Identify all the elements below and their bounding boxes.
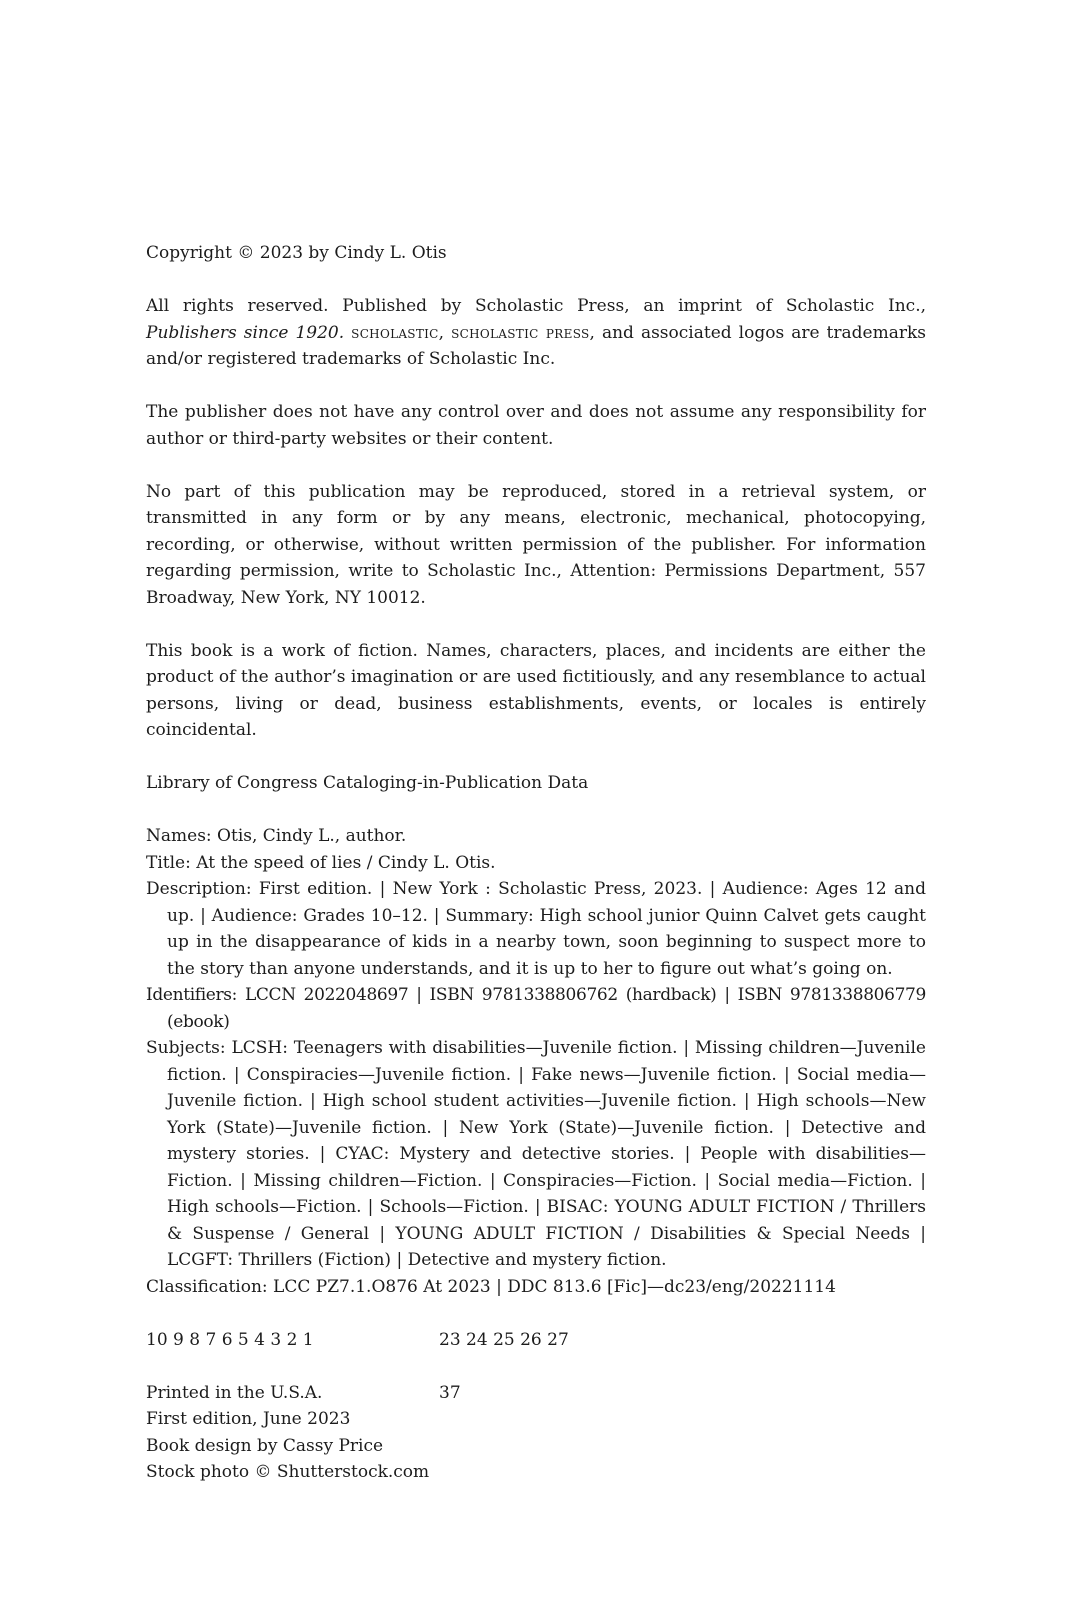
rights-paragraph bbox=[146, 293, 926, 373]
copyright-line: Copyright © 2023 by Cindy L. Otis bbox=[146, 243, 447, 263]
printer-code: 37 bbox=[439, 1382, 461, 1403]
cip-description: Description: First edition. | New York : Scholastic Press, 2023. | Audience: Ages 12 and up. | Audience: Grades 10–12. | Summary: High school junior Quinn Calvet gets caught up in the disappearance of kids in a nearby town, soon beginning to suspect more to the story than anyone understands, and it is up to her to figure out what’s going on. bbox=[146, 879, 926, 979]
rights-trademark-1: scholastic bbox=[351, 322, 439, 343]
rights-trademark-2: scholastic press bbox=[451, 322, 590, 343]
copyright-page bbox=[146, 240, 926, 1486]
design-credit: Book design by Cassy Price bbox=[146, 1435, 384, 1456]
cip-identifiers: Identifiers: LCCN 2022048697 | ISBN 9781338806762 (hardback) | ISBN 9781338806779 (ebook) bbox=[146, 985, 926, 1032]
printing-line: 10 9 8 7 6 5 4 3 2 1 bbox=[146, 1329, 314, 1350]
printed-row bbox=[146, 1380, 926, 1407]
cip-title: Title: At the speed of lies / Cindy L. Otis. bbox=[146, 852, 496, 873]
cip-names: Names: Otis, Cindy L., author. bbox=[146, 826, 407, 846]
year-line: 23 24 25 26 27 bbox=[439, 1329, 569, 1350]
rights-publisher-since: Publishers since 1920. bbox=[146, 322, 345, 343]
edition-line: First edition, June 2023 bbox=[146, 1409, 351, 1429]
cip-classification: Classification: LCC PZ7.1.O876 At 2023 | DDC 813.6 [Fic]—dc23/eng/20221114 bbox=[146, 1276, 836, 1297]
cip-subjects: Subjects: LCSH: Teenagers with disabilities—Juvenile fiction. | Missing children—Juvenile fiction. | Conspiracies—Juvenile fiction. | Fake news—Juvenile fiction. | Social media—Juvenile fiction. | High school student activities—Juvenile fiction. | High schools—New York (State)—Juvenile fiction. | New York (State)—Juvenile fiction. | Detective and mystery stories. | CYAC: Mystery and detective stories. | People with disabilities—Fiction. | Missing children—Fiction. | Conspiracies—Fiction. | Social media—Fiction. | High schools—Fiction. | Schools—Fiction. | BISAC: YOUNG ADULT FICTION / Thrillers & Suspense / General | YOUNG ADULT FICTION / Disabilities & Special Needs | LCGFT: Thrillers (Fiction) | Detective and mystery fiction. bbox=[146, 1038, 926, 1270]
rights-separator: , bbox=[438, 322, 452, 343]
stock-photo-credit: Stock photo © Shutterstock.com bbox=[146, 1462, 430, 1482]
responsibility-paragraph: The publisher does not have any control over and does not assume any responsibility for author or third-party websites or their content. bbox=[146, 402, 926, 449]
rights-text-2: , and associated logos are trademarks and/or registered trademarks of Scholastic Inc. bbox=[146, 322, 926, 369]
cip-block bbox=[146, 823, 926, 1300]
reproduction-paragraph: No part of this publication may be reproduced, stored in a retrieval system, or transmitted in any form or by any means, electronic, mechanical, photocopying, recording, or otherwise, without written permission of the publisher. For information regarding permission, write to Scholastic Inc., Attention: Permissions Department, 557 Broadway, New York, NY 10012. bbox=[146, 481, 926, 608]
printing-row bbox=[146, 1327, 926, 1354]
printed-location: Printed in the U.S.A. bbox=[146, 1382, 323, 1403]
rights-text-1: All rights reserved. Published by Scholastic Press, an imprint of Scholastic Inc., bbox=[146, 296, 926, 316]
fiction-notice-paragraph: This book is a work of fiction. Names, characters, places, and incidents are either the product of the author’s imagination or are used fictitiously, and any resemblance to actual persons, living or dead, business establishments, events, or locales is entirely coincidental. bbox=[146, 640, 926, 740]
cip-heading: Library of Congress Cataloging-in-Publication Data bbox=[146, 773, 589, 793]
